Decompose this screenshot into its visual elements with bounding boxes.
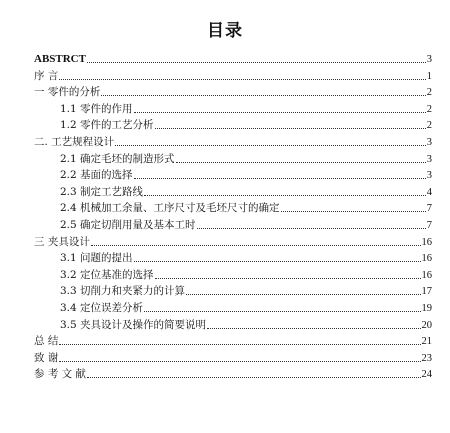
- toc-entry-page-number: 24: [421, 369, 432, 381]
- toc-entry-label: 2.5 确定切削用量及基本工时: [60, 219, 196, 231]
- toc-entry-page-number: 1: [426, 70, 432, 82]
- toc-leader-dots: [176, 161, 426, 163]
- toc-entry-label: 2.3 制定工艺路线: [60, 185, 144, 198]
- toc-entry-page-number: 2: [426, 103, 432, 115]
- toc-leader-dots: [115, 144, 426, 146]
- toc-entry-label: 3.5 夹具设计及操作的简要说明: [60, 318, 207, 331]
- toc-entry[interactable]: [60, 150, 432, 168]
- toc-entry-page-number: 17: [421, 286, 432, 298]
- toc-entry[interactable]: [34, 83, 432, 101]
- toc-entry-page-number: 16: [421, 236, 432, 248]
- toc-leader-dots: [59, 78, 425, 80]
- toc-leader-dots: [134, 111, 426, 113]
- toc-entry-label: 3.3 切削力和夹紧力的计算: [60, 285, 186, 298]
- toc-leader-dots: [59, 343, 420, 345]
- toc-entry[interactable]: [60, 199, 432, 217]
- toc-leader-dots: [59, 360, 420, 362]
- toc-entry[interactable]: [60, 100, 432, 118]
- toc-entry-label: 2.2 基面的选择: [60, 169, 133, 182]
- toc-entry-page-number: 7: [426, 203, 432, 215]
- toc-entry-label: 3.2 定位基准的选择: [60, 268, 154, 281]
- toc-entry-label: 致 谢: [34, 351, 59, 364]
- toc-entry[interactable]: [34, 332, 432, 350]
- toc-entry-label: 一 零件的分析: [34, 86, 101, 99]
- toc-entry-page-number: 4: [426, 186, 432, 198]
- toc-entry-page-number: 16: [421, 269, 432, 281]
- toc-entry-page-number: 21: [421, 336, 432, 348]
- toc-leader-dots: [155, 277, 421, 279]
- toc-entry-page-number: 16: [421, 253, 432, 265]
- toc-leader-dots: [155, 127, 426, 129]
- toc-entry-page-number: 23: [421, 352, 432, 364]
- toc-entry-page-number: 2: [426, 120, 432, 132]
- toc-leader-dots: [207, 327, 420, 329]
- toc-entry-page-number: 3: [426, 54, 432, 65]
- toc-entry-page-number: 20: [421, 319, 432, 331]
- toc-entry-page-number: 3: [426, 170, 432, 182]
- toc-leader-dots: [91, 244, 421, 246]
- toc-entry[interactable]: [60, 316, 432, 334]
- toc-entry[interactable]: [34, 349, 432, 367]
- toc-entry[interactable]: [34, 365, 432, 383]
- toc-entry-label: 1.2 零件的工艺分析: [60, 119, 154, 132]
- toc-entry-label: 1.1 零件的作用: [60, 102, 133, 115]
- toc-entry-page-number: 7: [426, 220, 432, 231]
- toc-entry-label: ABSTRCT: [34, 53, 86, 65]
- toc-entry-label: 参 考 文 献: [34, 368, 87, 381]
- toc-leader-dots: [144, 194, 426, 196]
- toc-entry[interactable]: [34, 133, 432, 151]
- toc-entry[interactable]: [34, 50, 432, 68]
- toc-entry-label: 2.4 机械加工余量、工序尺寸及毛坯尺寸的确定: [60, 202, 280, 215]
- toc-entry[interactable]: [60, 299, 432, 317]
- toc-entry[interactable]: [34, 67, 432, 85]
- toc-leader-dots: [281, 210, 426, 212]
- toc-entry-label: 3.1 问题的提出: [60, 252, 133, 265]
- toc-entry[interactable]: [60, 183, 432, 201]
- toc-entry[interactable]: [60, 266, 432, 284]
- toc-leader-dots: [87, 376, 420, 378]
- toc-entry-page-number: 2: [426, 87, 432, 99]
- toc-entry-label: 2.1 确定毛坯的制造形式: [60, 152, 175, 165]
- toc-entry[interactable]: [34, 233, 432, 251]
- toc-title: 目录: [207, 21, 243, 41]
- toc-leader-dots: [134, 177, 426, 179]
- toc-leader-dots: [144, 310, 420, 312]
- toc-entry-label: 三 夹具设计: [34, 235, 90, 248]
- toc-entry-label: 二. 工艺规程设计: [34, 136, 115, 148]
- toc-entry-label: 总 结: [34, 335, 59, 348]
- toc-entry[interactable]: [60, 282, 432, 300]
- toc-leader-dots: [101, 94, 425, 96]
- toc-entry-label: 序 言: [34, 69, 59, 82]
- toc-entry-page-number: 3: [426, 137, 432, 148]
- toc-entry-page-number: 19: [421, 303, 432, 314]
- toc-leader-dots: [197, 227, 426, 229]
- toc-entry[interactable]: [60, 116, 432, 134]
- toc-leader-dots: [134, 260, 421, 262]
- toc-entry[interactable]: [60, 249, 432, 267]
- toc-entry-page-number: 3: [426, 153, 432, 165]
- toc-entry[interactable]: [60, 216, 432, 234]
- toc-entry-label: 3.4 定位误差分析: [60, 302, 144, 314]
- toc-entry[interactable]: [60, 166, 432, 184]
- toc-leader-dots: [87, 61, 426, 63]
- toc-leader-dots: [186, 293, 420, 295]
